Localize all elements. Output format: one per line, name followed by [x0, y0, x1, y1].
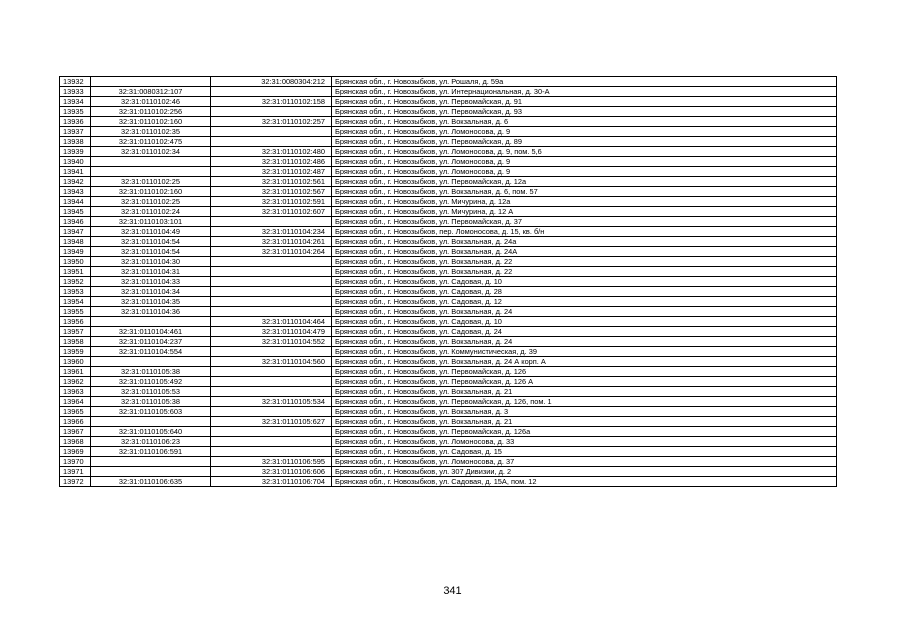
row-number-cell: 13935 [60, 107, 91, 117]
table-row [60, 397, 837, 407]
object-cadastral-number-cell [211, 257, 332, 267]
row-number-cell: 13939 [60, 147, 91, 157]
object-cadastral-number-cell: 32:31:0110104:552 [211, 337, 332, 347]
object-cadastral-number-cell: 32:31:0110104:464 [211, 317, 332, 327]
parcel-cadastral-number-cell [91, 317, 211, 327]
row-number-cell: 13960 [60, 357, 91, 367]
object-cadastral-number-cell: 32:31:0110102:567 [211, 187, 332, 197]
row-number-cell: 13959 [60, 347, 91, 357]
object-cadastral-number-cell [211, 87, 332, 97]
object-cadastral-number-cell [211, 287, 332, 297]
parcel-cadastral-number-cell: 32:31:0110105:38 [91, 367, 211, 377]
parcel-cadastral-number-cell [91, 157, 211, 167]
row-number-cell: 13942 [60, 177, 91, 187]
row-number-cell: 13936 [60, 117, 91, 127]
row-number-cell: 13969 [60, 447, 91, 457]
object-cadastral-number-cell: 32:31:0110106:595 [211, 457, 332, 467]
table-row [60, 337, 837, 347]
object-cadastral-number-cell [211, 367, 332, 377]
table-row [60, 117, 837, 127]
table-row [60, 237, 837, 247]
object-cadastral-number-cell [211, 307, 332, 317]
object-cadastral-number-cell [211, 137, 332, 147]
row-number-cell: 13938 [60, 137, 91, 147]
parcel-cadastral-number-cell: 32:31:0110105:640 [91, 427, 211, 437]
address-cell: Брянская обл., г. Новозыбков, ул. Ломоносова, д. 33 [332, 437, 837, 447]
address-cell: Брянская обл., г. Новозыбков, ул. Вокзальная, д. 22 [332, 267, 837, 277]
object-cadastral-number-cell [211, 277, 332, 287]
row-number-cell: 13945 [60, 207, 91, 217]
object-cadastral-number-cell [211, 407, 332, 417]
row-number-cell: 13955 [60, 307, 91, 317]
object-cadastral-number-cell: 32:31:0110106:606 [211, 467, 332, 477]
table-row [60, 87, 837, 97]
parcel-cadastral-number-cell: 32:31:0110102:25 [91, 177, 211, 187]
table-row [60, 167, 837, 177]
table-row [60, 467, 837, 477]
row-number-cell: 13972 [60, 477, 91, 487]
object-cadastral-number-cell: 32:31:0110104:264 [211, 247, 332, 257]
address-cell: Брянская обл., г. Новозыбков, ул. Вокзальная, д. 24 [332, 307, 837, 317]
row-number-cell: 13962 [60, 377, 91, 387]
row-number-cell: 13949 [60, 247, 91, 257]
object-cadastral-number-cell: 32:31:0110105:534 [211, 397, 332, 407]
address-cell: Брянская обл., г. Новозыбков, ул. Ломоносова, д. 9, пом. 5,6 [332, 147, 837, 157]
table-row [60, 287, 837, 297]
address-cell: Брянская обл., г. Новозыбков, ул. Первомайская, д. 126 [332, 367, 837, 377]
address-cell: Брянская обл., г. Новозыбков, ул. Первомайская, д. 12а [332, 177, 837, 187]
row-number-cell: 13966 [60, 417, 91, 427]
row-number-cell: 13967 [60, 427, 91, 437]
object-cadastral-number-cell [211, 437, 332, 447]
row-number-cell: 13933 [60, 87, 91, 97]
parcel-cadastral-number-cell: 32:31:0080312:107 [91, 87, 211, 97]
table-row [60, 327, 837, 337]
parcel-cadastral-number-cell: 32:31:0110104:54 [91, 237, 211, 247]
table-row [60, 317, 837, 327]
parcel-cadastral-number-cell: 32:31:0110102:160 [91, 117, 211, 127]
object-cadastral-number-cell: 32:31:0110104:261 [211, 237, 332, 247]
row-number-cell: 13940 [60, 157, 91, 167]
address-cell: Брянская обл., г. Новозыбков, ул. Вокзальная, д. 24 [332, 337, 837, 347]
address-cell: Брянская обл., г. Новозыбков, ул. Садовая, д. 24 [332, 327, 837, 337]
parcel-cadastral-number-cell: 32:31:0110105:38 [91, 397, 211, 407]
parcel-cadastral-number-cell: 32:31:0110102:25 [91, 197, 211, 207]
address-cell: Брянская обл., г. Новозыбков, ул. Вокзальная, д. 6, пом. 57 [332, 187, 837, 197]
address-cell: Брянская обл., г. Новозыбков, ул. Садовая, д. 12 [332, 297, 837, 307]
row-number-cell: 13941 [60, 167, 91, 177]
table-row [60, 417, 837, 427]
address-cell: Брянская обл., г. Новозыбков, пер. Ломоносова, д. 15, кв. б/н [332, 227, 837, 237]
object-cadastral-number-cell: 32:31:0110102:257 [211, 117, 332, 127]
table-row [60, 457, 837, 467]
row-number-cell: 13968 [60, 437, 91, 447]
parcel-cadastral-number-cell: 32:31:0110104:49 [91, 227, 211, 237]
table-row [60, 307, 837, 317]
table-row [60, 107, 837, 117]
table-body [60, 77, 837, 487]
address-cell: Брянская обл., г. Новозыбков, ул. Ломоносова, д. 9 [332, 167, 837, 177]
table-row [60, 77, 837, 87]
object-cadastral-number-cell: 32:31:0110104:234 [211, 227, 332, 237]
row-number-cell: 13950 [60, 257, 91, 267]
object-cadastral-number-cell: 32:31:0080304:212 [211, 77, 332, 87]
parcel-cadastral-number-cell: 32:31:0110104:36 [91, 307, 211, 317]
object-cadastral-number-cell [211, 447, 332, 457]
table-row [60, 247, 837, 257]
address-cell: Брянская обл., г. Новозыбков, ул. Ломоносова, д. 9 [332, 127, 837, 137]
parcel-cadastral-number-cell: 32:31:0110104:54 [91, 247, 211, 257]
table-row [60, 197, 837, 207]
address-cell: Брянская обл., г. Новозыбков, ул. Первомайская, д. 126, пом. 1 [332, 397, 837, 407]
row-number-cell: 13963 [60, 387, 91, 397]
address-cell: Брянская обл., г. Новозыбков, ул. Садовая, д. 10 [332, 317, 837, 327]
object-cadastral-number-cell: 32:31:0110102:561 [211, 177, 332, 187]
object-cadastral-number-cell: 32:31:0110104:560 [211, 357, 332, 367]
parcel-cadastral-number-cell: 32:31:0110102:24 [91, 207, 211, 217]
parcel-cadastral-number-cell: 32:31:0110106:635 [91, 477, 211, 487]
parcel-cadastral-number-cell: 32:31:0110104:34 [91, 287, 211, 297]
address-cell: Брянская обл., г. Новозыбков, ул. Садовая, д. 28 [332, 287, 837, 297]
address-cell: Брянская обл., г. Новозыбков, ул. Мичурина, д. 12 А [332, 207, 837, 217]
object-cadastral-number-cell: 32:31:0110105:627 [211, 417, 332, 427]
address-cell: Брянская обл., г. Новозыбков, ул. Садовая, д. 15 [332, 447, 837, 457]
row-number-cell: 13971 [60, 467, 91, 477]
table-row [60, 297, 837, 307]
parcel-cadastral-number-cell: 32:31:0110105:492 [91, 377, 211, 387]
table-row [60, 137, 837, 147]
row-number-cell: 13937 [60, 127, 91, 137]
address-cell: Брянская обл., г. Новозыбков, ул. Первомайская, д. 89 [332, 137, 837, 147]
row-number-cell: 13944 [60, 197, 91, 207]
object-cadastral-number-cell: 32:31:0110102:158 [211, 97, 332, 107]
table-row [60, 377, 837, 387]
address-cell: Брянская обл., г. Новозыбков, ул. Вокзальная, д. 22 [332, 257, 837, 267]
table-row [60, 437, 837, 447]
row-number-cell: 13953 [60, 287, 91, 297]
object-cadastral-number-cell [211, 297, 332, 307]
table-row [60, 477, 837, 487]
address-cell: Брянская обл., г. Новозыбков, ул. Коммунистическая, д. 39 [332, 347, 837, 357]
object-cadastral-number-cell: 32:31:0110102:486 [211, 157, 332, 167]
parcel-cadastral-number-cell: 32:31:0110102:46 [91, 97, 211, 107]
table-row [60, 357, 837, 367]
row-number-cell: 13961 [60, 367, 91, 377]
parcel-cadastral-number-cell [91, 167, 211, 177]
row-number-cell: 13964 [60, 397, 91, 407]
row-number-cell: 13957 [60, 327, 91, 337]
object-cadastral-number-cell: 32:31:0110104:479 [211, 327, 332, 337]
address-cell: Брянская обл., г. Новозыбков, ул. Садовая, д. 15А, пом. 12 [332, 477, 837, 487]
table-row [60, 447, 837, 457]
parcel-cadastral-number-cell [91, 467, 211, 477]
object-cadastral-number-cell [211, 107, 332, 117]
object-cadastral-number-cell [211, 387, 332, 397]
table-row [60, 97, 837, 107]
parcel-cadastral-number-cell: 32:31:0110105:53 [91, 387, 211, 397]
parcel-cadastral-number-cell: 32:31:0110102:475 [91, 137, 211, 147]
parcel-cadastral-number-cell: 32:31:0110104:237 [91, 337, 211, 347]
row-number-cell: 13948 [60, 237, 91, 247]
parcel-cadastral-number-cell [91, 417, 211, 427]
row-number-cell: 13943 [60, 187, 91, 197]
address-cell: Брянская обл., г. Новозыбков, ул. Рошаля, д. 59а [332, 77, 837, 87]
row-number-cell: 13947 [60, 227, 91, 237]
table-row [60, 187, 837, 197]
address-cell: Брянская обл., г. Новозыбков, ул. Ломоносова, д. 9 [332, 157, 837, 167]
parcel-cadastral-number-cell: 32:31:0110106:23 [91, 437, 211, 447]
row-number-cell: 13951 [60, 267, 91, 277]
object-cadastral-number-cell: 32:31:0110102:591 [211, 197, 332, 207]
table-row [60, 367, 837, 377]
table-row [60, 217, 837, 227]
row-number-cell: 13956 [60, 317, 91, 327]
address-cell: Брянская обл., г. Новозыбков, ул. Вокзальная, д. 6 [332, 117, 837, 127]
row-number-cell: 13932 [60, 77, 91, 87]
table-row [60, 347, 837, 357]
table-row [60, 277, 837, 287]
row-number-cell: 13954 [60, 297, 91, 307]
row-number-cell: 13958 [60, 337, 91, 347]
row-number-cell: 13952 [60, 277, 91, 287]
cadastral-table [59, 76, 837, 487]
table-row [60, 177, 837, 187]
page-number: 341 [443, 585, 462, 597]
parcel-cadastral-number-cell [91, 357, 211, 367]
table-row [60, 127, 837, 137]
row-number-cell: 13965 [60, 407, 91, 417]
table-row [60, 267, 837, 277]
table-row [60, 257, 837, 267]
address-cell: Брянская обл., г. Новозыбков, ул. Первомайская, д. 37 [332, 217, 837, 227]
object-cadastral-number-cell [211, 427, 332, 437]
row-number-cell: 13970 [60, 457, 91, 467]
table-row [60, 207, 837, 217]
parcel-cadastral-number-cell: 32:31:0110104:31 [91, 267, 211, 277]
parcel-cadastral-number-cell: 32:31:0110104:461 [91, 327, 211, 337]
table-row [60, 387, 837, 397]
address-cell: Брянская обл., г. Новозыбков, ул. 307 Дивизии, д. 2 [332, 467, 837, 477]
address-cell: Брянская обл., г. Новозыбков, ул. Мичурина, д. 12а [332, 197, 837, 207]
object-cadastral-number-cell: 32:31:0110102:607 [211, 207, 332, 217]
object-cadastral-number-cell [211, 127, 332, 137]
parcel-cadastral-number-cell [91, 457, 211, 467]
address-cell: Брянская обл., г. Новозыбков, ул. Первомайская, д. 126 А [332, 377, 837, 387]
object-cadastral-number-cell: 32:31:0110106:704 [211, 477, 332, 487]
address-cell: Брянская обл., г. Новозыбков, ул. Вокзальная, д. 24А [332, 247, 837, 257]
parcel-cadastral-number-cell: 32:31:0110104:30 [91, 257, 211, 267]
table-row [60, 407, 837, 417]
address-cell: Брянская обл., г. Новозыбков, ул. Первомайская, д. 93 [332, 107, 837, 117]
parcel-cadastral-number-cell: 32:31:0110106:591 [91, 447, 211, 457]
address-cell: Брянская обл., г. Новозыбков, ул. Первомайская, д. 91 [332, 97, 837, 107]
parcel-cadastral-number-cell [91, 77, 211, 87]
address-cell: Брянская обл., г. Новозыбков, ул. Садовая, д. 10 [332, 277, 837, 287]
address-cell: Брянская обл., г. Новозыбков, ул. Вокзальная, д. 21 [332, 417, 837, 427]
object-cadastral-number-cell [211, 347, 332, 357]
parcel-cadastral-number-cell: 32:31:0110105:603 [91, 407, 211, 417]
address-cell: Брянская обл., г. Новозыбков, ул. Интернациональная, д. 30-А [332, 87, 837, 97]
object-cadastral-number-cell: 32:31:0110102:487 [211, 167, 332, 177]
object-cadastral-number-cell: 32:31:0110102:480 [211, 147, 332, 157]
address-cell: Брянская обл., г. Новозыбков, ул. Вокзальная, д. 24а [332, 237, 837, 247]
parcel-cadastral-number-cell: 32:31:0110104:554 [91, 347, 211, 357]
object-cadastral-number-cell [211, 217, 332, 227]
table-row [60, 427, 837, 437]
parcel-cadastral-number-cell: 32:31:0110103:101 [91, 217, 211, 227]
address-cell: Брянская обл., г. Новозыбков, ул. Вокзальная, д. 21 [332, 387, 837, 397]
address-cell: Брянская обл., г. Новозыбков, ул. Вокзальная, д. 24 А корп. А [332, 357, 837, 367]
address-cell: Брянская обл., г. Новозыбков, ул. Ломоносова, д. 37 [332, 457, 837, 467]
address-cell: Брянская обл., г. Новозыбков, ул. Первомайская, д. 126а [332, 427, 837, 437]
parcel-cadastral-number-cell: 32:31:0110104:33 [91, 277, 211, 287]
parcel-cadastral-number-cell: 32:31:0110102:160 [91, 187, 211, 197]
parcel-cadastral-number-cell: 32:31:0110102:34 [91, 147, 211, 157]
address-cell: Брянская обл., г. Новозыбков, ул. Вокзальная, д. 3 [332, 407, 837, 417]
table-row [60, 227, 837, 237]
object-cadastral-number-cell [211, 267, 332, 277]
parcel-cadastral-number-cell: 32:31:0110104:35 [91, 297, 211, 307]
table-row [60, 147, 837, 157]
row-number-cell: 13946 [60, 217, 91, 227]
row-number-cell: 13934 [60, 97, 91, 107]
parcel-cadastral-number-cell: 32:31:0110102:256 [91, 107, 211, 117]
object-cadastral-number-cell [211, 377, 332, 387]
parcel-cadastral-number-cell: 32:31:0110102:35 [91, 127, 211, 137]
table-row [60, 157, 837, 167]
